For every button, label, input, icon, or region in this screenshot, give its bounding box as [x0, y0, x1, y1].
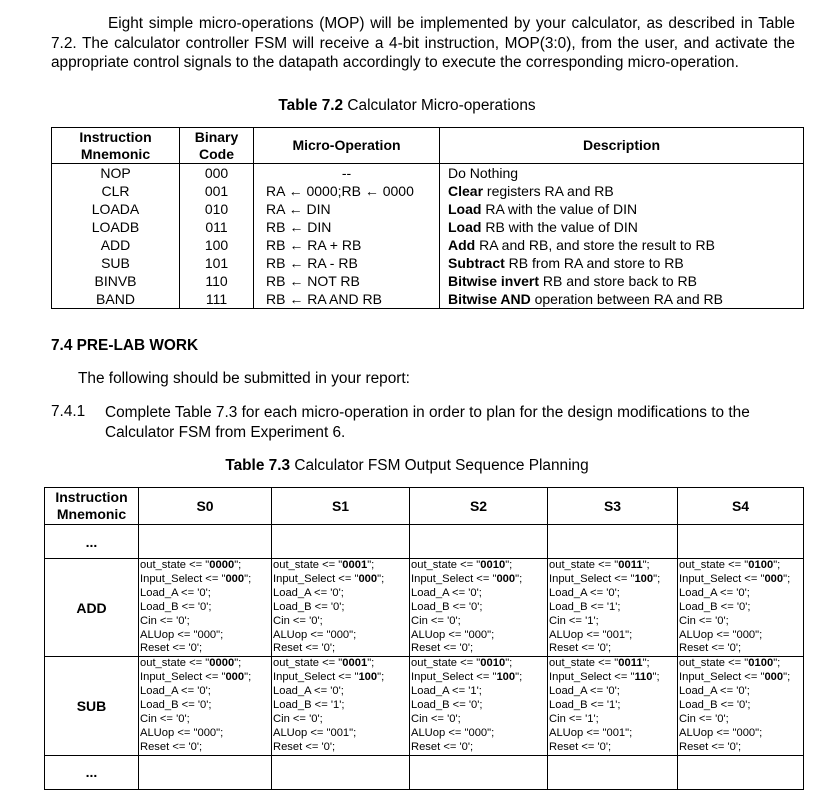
signal-line-input-select: Input_Select <= "000"; [679, 572, 791, 585]
description-text: operation between RA and RB [530, 291, 723, 307]
cell-micro-operation: RB ← DIN [254, 218, 440, 236]
signal-value: 0 [333, 600, 340, 613]
empty-cell [139, 755, 272, 789]
cell-ellipsis [45, 755, 139, 789]
signal-line-input-select: Input_Select <= "000"; [679, 671, 791, 684]
state-output-cell [410, 657, 548, 755]
signal-line-out-state: out_state <= "0001"; [273, 559, 375, 571]
signal-value: 0 [200, 600, 207, 613]
signal-value: 110 [634, 671, 653, 684]
signal-line-aluop: ALUop <= "000"; [411, 726, 495, 739]
table-header-row [52, 128, 804, 164]
signal-line-cin: Cin <= '0'; [140, 712, 190, 725]
empty-cell [678, 525, 804, 559]
signal-value: 000 [764, 671, 784, 684]
signal-line-load-b: Load_B <= '1'; [549, 699, 621, 712]
cell-micro-operation: RA ← 0000;RB ← 0000 [254, 182, 440, 200]
signal-line-reset: Reset <= '0'; [679, 642, 742, 655]
signal-value: 0000 [209, 559, 235, 571]
state-output-cell [548, 559, 678, 657]
signal-value: 0 [471, 600, 478, 613]
micro-operations-table [51, 127, 804, 309]
description-keyword: Load [448, 201, 482, 217]
signal-line-out-state: out_state <= "0011"; [549, 559, 650, 571]
signal-value: 0 [199, 685, 206, 698]
signal-value: 000 [197, 628, 217, 641]
signal-line-reset: Reset <= '0'; [140, 642, 203, 655]
signal-value: 0 [190, 740, 197, 753]
cell-micro-operation: RB ← RA AND RB [254, 290, 440, 309]
section-title: 7.4 PRE-LAB WORK [51, 337, 199, 354]
empty-cell [548, 755, 678, 789]
signal-value: 0011 [618, 559, 643, 571]
signal-line-reset: Reset <= '0'; [411, 642, 474, 655]
signal-value: 000 [330, 628, 350, 641]
state-output-cell [139, 559, 272, 657]
signal-line-cin: Cin <= '1'; [549, 712, 599, 725]
signal-line-reset: Reset <= '0'; [411, 740, 474, 753]
signal-value: 1 [470, 685, 477, 698]
signal-line-aluop: ALUop <= "000"; [679, 628, 763, 641]
signal-line-aluop: ALUop <= "000"; [273, 628, 357, 641]
signal-line-input-select: Input_Select <= "000"; [411, 572, 523, 585]
signal-value: 001 [606, 726, 626, 739]
signal-line-input-select: Input_Select <= "000"; [273, 572, 385, 585]
signal-line-input-select: Input_Select <= "000"; [140, 572, 252, 585]
signal-value: 1 [587, 614, 594, 627]
signal-value: 0 [332, 685, 339, 698]
cell-micro-operation: RB ← RA + RB [254, 236, 440, 254]
col-header-s0: S0 [139, 488, 272, 525]
signal-value: 0001 [342, 559, 368, 571]
signal-line-aluop: ALUop <= "000"; [140, 726, 224, 739]
signal-value: 000 [225, 671, 245, 684]
item-number: 7.4.1 [51, 403, 86, 420]
signal-value: 0 [311, 712, 318, 725]
signal-value: 0 [199, 586, 206, 599]
signal-value: 0 [717, 712, 724, 725]
item-text: Complete Table 7.3 for each micro-operation in order to plan for the design modifications to the Calculator FSM from Experiment 6. [105, 404, 750, 441]
cell-binary-code: 010 [180, 200, 254, 218]
signal-value: 100 [358, 671, 378, 684]
empty-cell [548, 525, 678, 559]
signal-value: 001 [606, 628, 626, 641]
signal-line-load-b: Load_B <= '0'; [679, 600, 751, 613]
fsm-planning-body [45, 525, 804, 790]
col-header-mnemonic: Instruction Mnemonic [45, 488, 139, 525]
signal-line-load-b: Load_B <= '0'; [140, 699, 212, 712]
signal-line-cin: Cin <= '0'; [679, 712, 729, 725]
cell-mnemonic: BAND [52, 290, 180, 309]
signal-value: 0 [332, 586, 339, 599]
table-row [45, 657, 804, 755]
signal-value: 0 [470, 586, 477, 599]
signal-value: 0010 [480, 657, 506, 670]
cell-binary-code: 001 [180, 182, 254, 200]
signal-value: 0 [599, 740, 606, 753]
signal-line-load-a: Load_A <= '0'; [411, 586, 482, 599]
signal-line-cin: Cin <= '1'; [549, 614, 599, 627]
signal-line-load-a: Load_A <= '0'; [549, 586, 620, 599]
cell-ellipsis [45, 525, 139, 559]
description-keyword: Load [448, 219, 482, 235]
cell-binary-code: 100 [180, 236, 254, 254]
cell-mnemonic: CLR [52, 182, 180, 200]
col-header-description: Description [440, 128, 804, 164]
description-keyword: Clear [448, 183, 484, 199]
table-row [52, 254, 804, 272]
ellipsis-row [45, 755, 804, 789]
signal-line-input-select: Input_Select <= "100"; [549, 572, 661, 585]
signal-value: 0 [608, 586, 615, 599]
signal-line-out-state: out_state <= "0000"; [140, 657, 242, 670]
signal-value: 0 [323, 740, 330, 753]
fsm-output-planning-table [44, 487, 804, 790]
cell-description [440, 272, 804, 290]
cell-mnemonic: SUB [45, 657, 139, 755]
signal-value: 000 [736, 726, 756, 739]
signal-line-input-select: Input_Select <= "100"; [411, 671, 523, 684]
col-header-s3: S3 [548, 488, 678, 525]
ellipsis-text: ... [85, 764, 98, 781]
signal-value: 0 [738, 586, 745, 599]
signal-value: 001 [330, 726, 350, 739]
empty-cell [410, 755, 548, 789]
signal-line-cin: Cin <= '0'; [411, 614, 461, 627]
signal-line-load-b: Load_B <= '1'; [549, 600, 621, 613]
signal-line-aluop: ALUop <= "000"; [140, 628, 224, 641]
cell-micro-operation: RB ← NOT RB [254, 272, 440, 290]
signal-line-load-a: Load_A <= '0'; [140, 685, 211, 698]
signal-value: 0 [178, 614, 185, 627]
signal-line-cin: Cin <= '0'; [679, 614, 729, 627]
report-instruction: The following should be submitted in your report: [78, 370, 410, 387]
signal-value: 1 [609, 699, 616, 712]
signal-line-reset: Reset <= '0'; [549, 642, 612, 655]
cell-micro-operation: -- [254, 164, 440, 183]
signal-value: 0 [311, 614, 318, 627]
description-text: RA with the value of DIN [481, 201, 638, 217]
micro-operations-body [52, 164, 804, 309]
signal-line-input-select: Input_Select <= "110"; [549, 671, 660, 684]
signal-value: 000 [468, 726, 488, 739]
signal-value: 1 [333, 699, 340, 712]
cell-description [440, 218, 804, 236]
cell-description [440, 182, 804, 200]
signal-value: 000 [736, 628, 756, 641]
signal-value: 0 [190, 642, 197, 655]
cell-mnemonic: ADD [52, 236, 180, 254]
empty-cell [139, 525, 272, 559]
signal-line-out-state: out_state <= "0010"; [411, 559, 513, 571]
signal-value: 0000 [209, 657, 235, 670]
signal-line-load-a: Load_A <= '0'; [140, 586, 211, 599]
signal-line-reset: Reset <= '0'; [549, 740, 612, 753]
description-text: RA and RB, and store the result to RB [475, 237, 715, 253]
signal-value: 000 [197, 726, 217, 739]
cell-mnemonic: NOP [52, 164, 180, 183]
signal-value: 000 [468, 628, 488, 641]
ellipsis-row [45, 525, 804, 559]
cell-binary-code: 000 [180, 164, 254, 183]
col-header-s2: S2 [410, 488, 548, 525]
caption-label: Table 7.3 [225, 457, 291, 474]
table-7-3-caption [0, 457, 814, 475]
signal-value: 0 [717, 614, 724, 627]
description-text: RB and store back to RB [539, 273, 697, 289]
signal-value: 0100 [748, 657, 774, 670]
signal-line-out-state: out_state <= "0011"; [549, 657, 650, 670]
signal-value: 0 [449, 614, 456, 627]
empty-cell [410, 525, 548, 559]
table-row [52, 236, 804, 254]
signal-line-aluop: ALUop <= "000"; [679, 726, 763, 739]
signal-line-load-b: Load_B <= '0'; [411, 600, 483, 613]
cell-mnemonic: SUB [52, 254, 180, 272]
state-output-cell [272, 559, 410, 657]
table-row [52, 290, 804, 309]
signal-line-out-state: out_state <= "0010"; [411, 657, 513, 670]
signal-line-aluop: ALUop <= "001"; [549, 628, 633, 641]
col-header-mnemonic: Instruction Mnemonic [52, 128, 180, 164]
caption-title: Calculator Micro-operations [347, 97, 536, 114]
signal-line-out-state: out_state <= "0000"; [140, 559, 242, 571]
signal-value: 0 [449, 712, 456, 725]
cell-description [440, 200, 804, 218]
signal-value: 0 [178, 712, 185, 725]
cell-binary-code: 110 [180, 272, 254, 290]
signal-value: 1 [609, 600, 616, 613]
signal-line-load-b: Load_B <= '0'; [273, 600, 345, 613]
signal-line-out-state: out_state <= "0001"; [273, 657, 375, 670]
signal-value: 000 [225, 572, 245, 585]
signal-line-load-a: Load_A <= '0'; [679, 685, 750, 698]
state-output-cell [410, 559, 548, 657]
signal-line-cin: Cin <= '0'; [411, 712, 461, 725]
cell-micro-operation: RA ← DIN [254, 200, 440, 218]
cell-binary-code: 101 [180, 254, 254, 272]
description-keyword: Bitwise AND [448, 291, 531, 307]
signal-value: 1 [587, 712, 594, 725]
cell-mnemonic: ADD [45, 559, 139, 657]
signal-line-reset: Reset <= '0'; [273, 642, 336, 655]
signal-line-load-b: Load_B <= '0'; [679, 699, 751, 712]
signal-line-cin: Cin <= '0'; [273, 712, 323, 725]
signal-value: 0 [471, 699, 478, 712]
col-header-s1: S1 [272, 488, 410, 525]
col-header-micro-operation: Micro-Operation [254, 128, 440, 164]
signal-value: 000 [358, 572, 378, 585]
table-row [45, 559, 804, 657]
signal-line-load-a: Load_A <= '0'; [549, 685, 620, 698]
state-output-cell [678, 559, 804, 657]
signal-value: 0 [739, 600, 746, 613]
signal-value: 0001 [342, 657, 368, 670]
caption-title: Calculator FSM Output Sequence Planning [294, 457, 589, 474]
description-text: RB with the value of DIN [481, 219, 638, 235]
signal-value: 0 [729, 642, 736, 655]
signal-line-cin: Cin <= '0'; [140, 614, 190, 627]
description-keyword: Add [448, 237, 476, 253]
signal-line-load-a: Load_A <= '0'; [273, 685, 344, 698]
description-keyword: Bitwise invert [448, 273, 540, 289]
cell-description [440, 236, 804, 254]
signal-line-input-select: Input_Select <= "100"; [273, 671, 385, 684]
signal-value: 000 [764, 572, 784, 585]
table-header-row [45, 488, 804, 525]
cell-binary-code: 111 [180, 290, 254, 309]
signal-value: 0 [739, 699, 746, 712]
cell-mnemonic: LOADB [52, 218, 180, 236]
signal-value: 0 [729, 740, 736, 753]
description-text: registers RA and RB [483, 183, 614, 199]
signal-value: 0 [738, 685, 745, 698]
signal-line-cin: Cin <= '0'; [273, 614, 323, 627]
signal-line-load-b: Load_B <= '0'; [411, 699, 483, 712]
signal-value: 0 [608, 685, 615, 698]
description-text: Do Nothing [448, 165, 519, 181]
state-output-cell [272, 657, 410, 755]
caption-label: Table 7.2 [278, 97, 344, 114]
description-text: RB from RA and store to RB [504, 255, 684, 271]
table-row [52, 182, 804, 200]
description-keyword: Subtract [448, 255, 505, 271]
cell-mnemonic: BINVB [52, 272, 180, 290]
signal-line-reset: Reset <= '0'; [140, 740, 203, 753]
signal-line-aluop: ALUop <= "000"; [411, 628, 495, 641]
signal-value: 0100 [748, 559, 774, 571]
state-output-cell [139, 657, 272, 755]
signal-line-out-state: out_state <= "0100"; [679, 559, 781, 571]
cell-mnemonic: LOADA [52, 200, 180, 218]
signal-value: 0 [461, 740, 468, 753]
signal-value: 0011 [618, 657, 643, 670]
signal-value: 000 [496, 572, 516, 585]
cell-description [440, 164, 804, 183]
empty-cell [678, 755, 804, 789]
table-row [52, 200, 804, 218]
state-output-cell [678, 657, 804, 755]
signal-value: 0 [461, 642, 468, 655]
signal-line-aluop: ALUop <= "001"; [273, 726, 357, 739]
cell-micro-operation: RB ← RA - RB [254, 254, 440, 272]
signal-value: 100 [496, 671, 516, 684]
cell-description [440, 254, 804, 272]
signal-line-load-a: Load_A <= '0'; [273, 586, 344, 599]
cell-description [440, 290, 804, 309]
state-output-cell [548, 657, 678, 755]
signal-line-out-state: out_state <= "0100"; [679, 657, 781, 670]
col-header-s4: S4 [678, 488, 804, 525]
signal-line-load-b: Load_B <= '0'; [140, 600, 212, 613]
signal-value: 0 [200, 699, 207, 712]
table-row [52, 164, 804, 183]
signal-value: 0010 [480, 559, 506, 571]
intro-paragraph: Eight simple micro-operations (MOP) will be implemented by your calculator, as described in Table 7.2. The calculator controller FSM will receive a 4-bit instruction, MOP(3:0), from the user, and activate the appropriate control signals to the datapath accordingly to execute the corresponding micro-operation. [51, 15, 795, 71]
signal-line-load-a: Load_A <= '0'; [679, 586, 750, 599]
col-header-binary-code: Binary Code [180, 128, 254, 164]
empty-cell [272, 755, 410, 789]
signal-value: 100 [634, 572, 654, 585]
table-row [52, 272, 804, 290]
signal-line-reset: Reset <= '0'; [679, 740, 742, 753]
signal-line-load-a: Load_A <= '1'; [411, 685, 482, 698]
table-7-2-caption [0, 97, 814, 115]
signal-value: 0 [323, 642, 330, 655]
signal-line-load-b: Load_B <= '1'; [273, 699, 345, 712]
table-row [52, 218, 804, 236]
empty-cell [272, 525, 410, 559]
signal-value: 0 [599, 642, 606, 655]
ellipsis-text: ... [85, 533, 98, 550]
signal-line-aluop: ALUop <= "001"; [549, 726, 633, 739]
cell-binary-code: 011 [180, 218, 254, 236]
signal-line-input-select: Input_Select <= "000"; [140, 671, 252, 684]
signal-line-reset: Reset <= '0'; [273, 740, 336, 753]
